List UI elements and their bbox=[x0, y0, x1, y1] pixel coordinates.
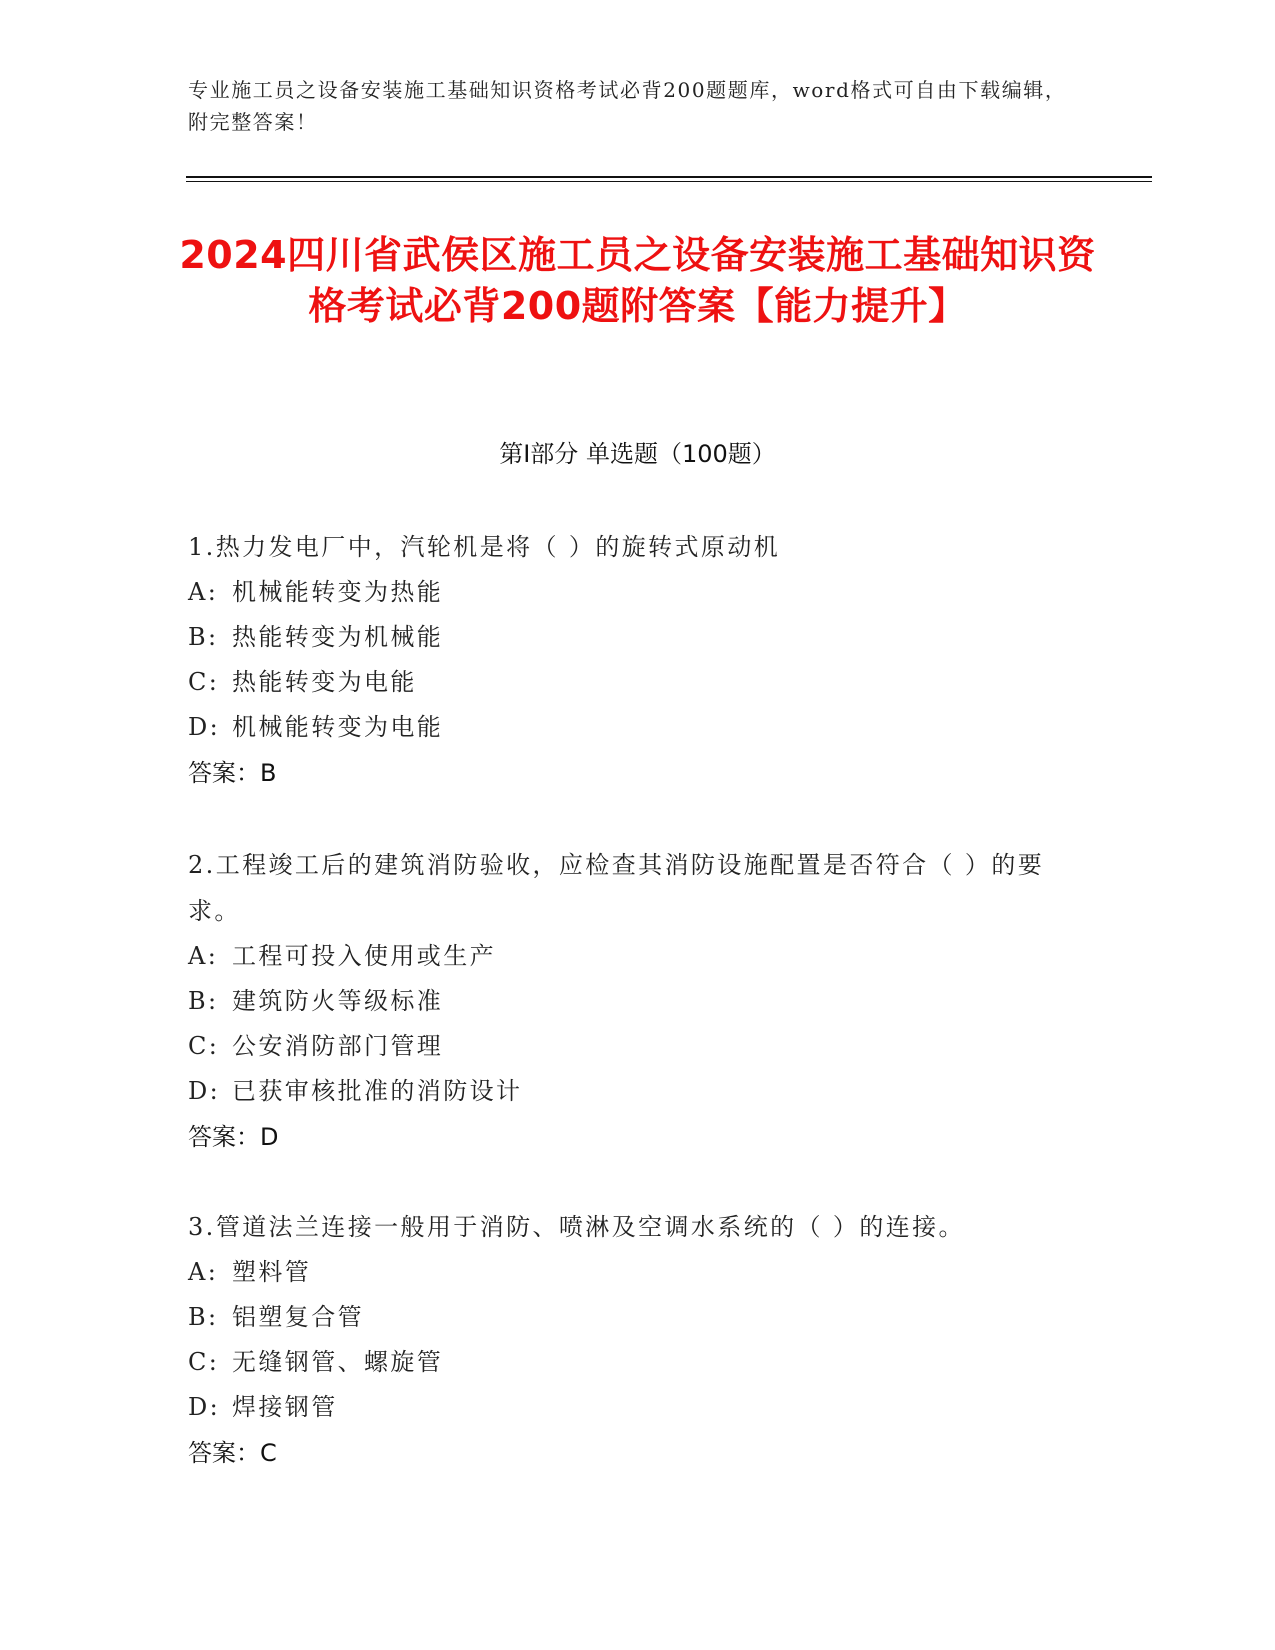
option-text: 已获审核批准的消防设计 bbox=[232, 1077, 523, 1105]
option-text: 无缝钢管、螺旋管 bbox=[232, 1348, 444, 1376]
option-b bbox=[188, 979, 1068, 1024]
option-key: B: bbox=[188, 987, 219, 1015]
option-key: B: bbox=[188, 623, 219, 651]
answer-line: 答案：B bbox=[188, 759, 277, 787]
option-c bbox=[188, 1340, 1068, 1385]
option-text: 热能转变为电能 bbox=[232, 668, 417, 696]
option-key: A: bbox=[188, 578, 219, 606]
document-title: 2024四川省武侯区施工员之设备安装施工基础知识资格考试必背200题附答案【能力提升】 bbox=[179, 233, 1096, 328]
option-c bbox=[188, 660, 1068, 705]
question-stem: 3.管道法兰连接一般用于消防、喷淋及空调水系统的（ ）的连接。 bbox=[188, 1213, 965, 1241]
answer-line: 答案：D bbox=[188, 1123, 279, 1151]
option-d bbox=[188, 705, 1068, 750]
option-key: A: bbox=[188, 942, 219, 970]
option-d bbox=[188, 1385, 1068, 1430]
option-text: 机械能转变为电能 bbox=[232, 713, 444, 741]
question-stem: 2.工程竣工后的建筑消防验收，应检查其消防设施配置是否符合（ ）的要求。 bbox=[188, 851, 1045, 925]
option-key: D: bbox=[188, 1393, 221, 1421]
option-text: 建筑防火等级标准 bbox=[232, 987, 444, 1015]
option-text: 热能转变为机械能 bbox=[232, 623, 444, 651]
option-a bbox=[188, 570, 1068, 615]
option-key: C: bbox=[188, 668, 220, 696]
answer-line: 答案：C bbox=[188, 1439, 277, 1467]
option-a bbox=[188, 934, 1068, 979]
section-heading: 第Ⅰ部分 单选题（100题） bbox=[499, 440, 776, 468]
option-text: 公安消防部门管理 bbox=[232, 1032, 444, 1060]
option-key: C: bbox=[188, 1348, 220, 1376]
option-key: C: bbox=[188, 1032, 220, 1060]
option-text: 焊接钢管 bbox=[232, 1393, 338, 1421]
option-text: 塑料管 bbox=[232, 1258, 312, 1286]
header-note: 专业施工员之设备安装施工基础知识资格考试必背200题题库，word格式可自由下载编辑，附完整答案！ bbox=[188, 78, 1067, 134]
option-key: A: bbox=[188, 1258, 219, 1286]
option-key: D: bbox=[188, 1077, 221, 1105]
question-3 bbox=[188, 1204, 1068, 1476]
question-stem: 1.热力发电厂中，汽轮机是将（ ）的旋转式原动机 bbox=[188, 533, 781, 561]
option-b bbox=[188, 615, 1068, 660]
option-a bbox=[188, 1250, 1068, 1295]
option-text: 机械能转变为热能 bbox=[232, 578, 444, 606]
header-divider-thick bbox=[186, 176, 1152, 178]
question-1 bbox=[188, 524, 1068, 796]
option-c bbox=[188, 1024, 1068, 1069]
option-text: 工程可投入使用或生产 bbox=[232, 942, 496, 970]
header-divider-thin bbox=[186, 181, 1152, 182]
option-d bbox=[188, 1069, 1068, 1114]
option-key: B: bbox=[188, 1303, 219, 1331]
option-b bbox=[188, 1295, 1068, 1340]
option-key: D: bbox=[188, 713, 221, 741]
question-2 bbox=[188, 842, 1068, 1160]
option-text: 铝塑复合管 bbox=[232, 1303, 364, 1331]
